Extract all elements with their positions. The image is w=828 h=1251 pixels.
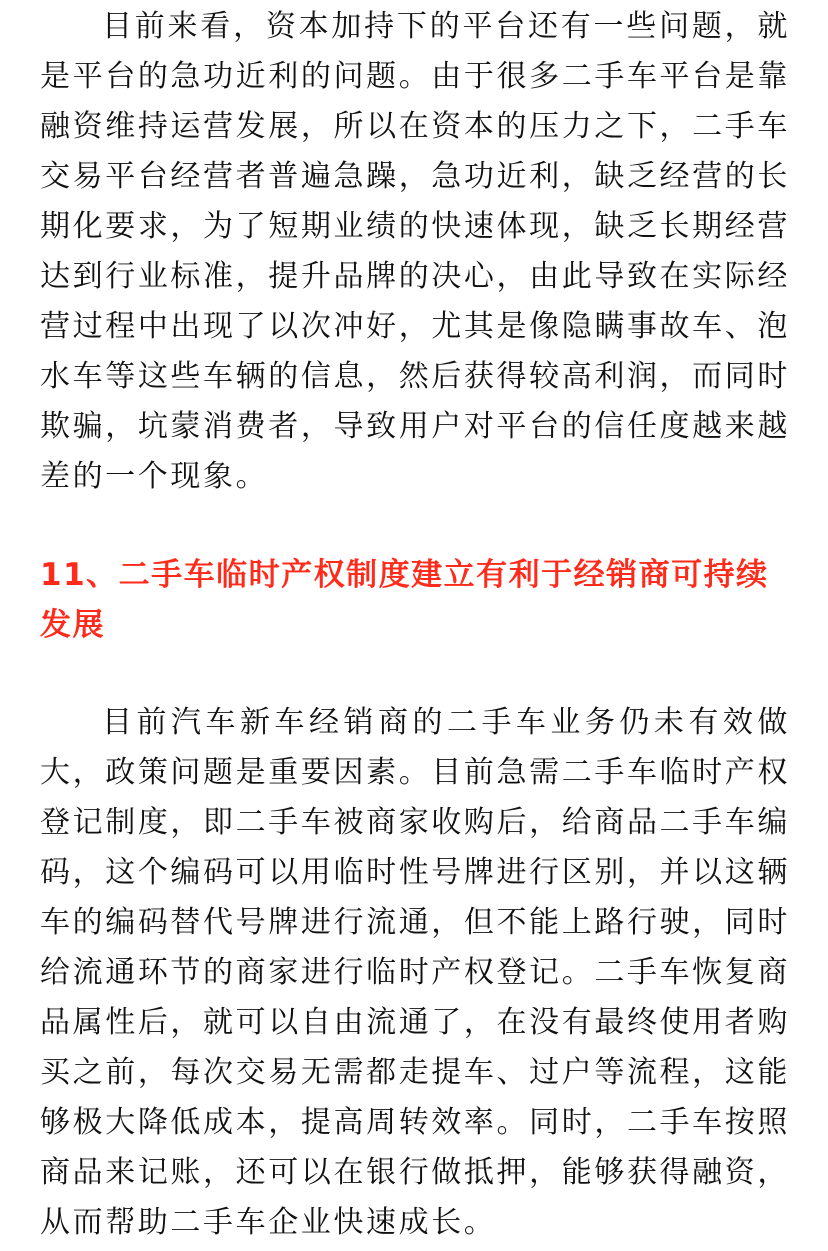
paragraph-platform-problems: 目前来看，资本加持下的平台还有一些问题，就是平台的急功近利的问题。由于很多二手车平台是靠融资维持运营发展，所以在资本的压力之下，二手车交易平台经营者普遍急躁，急功近利，缺乏经营的长期化要求，为了短期业绩的快速体现，缺乏长期经营达到行业标准，提升品牌的决心，由此导致在实际经营过程中出现了以次冲好，尤其是像隐瞒事故车、泡水车等这些车辆的信息，然后获得较高利润，而同时欺骗，坑蒙消费者，导致用户对平台的信任度越来越差的一个现象。 — [40, 9, 790, 494]
paragraph-temporary-title-system: 目前汽车新车经销商的二手车业务仍未有效做大，政策问题是重要因素。目前急需二手车临时产权登记制度，即二手车被商家收购后，给商品二手车编码，这个编码可以用临时性号牌进行区别，并以这辆车的编码替代号牌进行流通，但不能上路行驶，同时给流通环节的商家进行临时产权登记。二手车恢复商品属性后，就可以自由流通了，在没有最终使用者购买之前，每次交易无需都走提车、过户等流程，这能够极大降低成本，提高周转效率。同时，二手车按照商品来记账，还可以在银行做抵押，能够获得融资，从而帮助二手车企业快速成长。 — [40, 705, 790, 1240]
section-heading-11: 11、二手车临时产权制度建立有利于经销商可持续发展 — [40, 557, 769, 643]
